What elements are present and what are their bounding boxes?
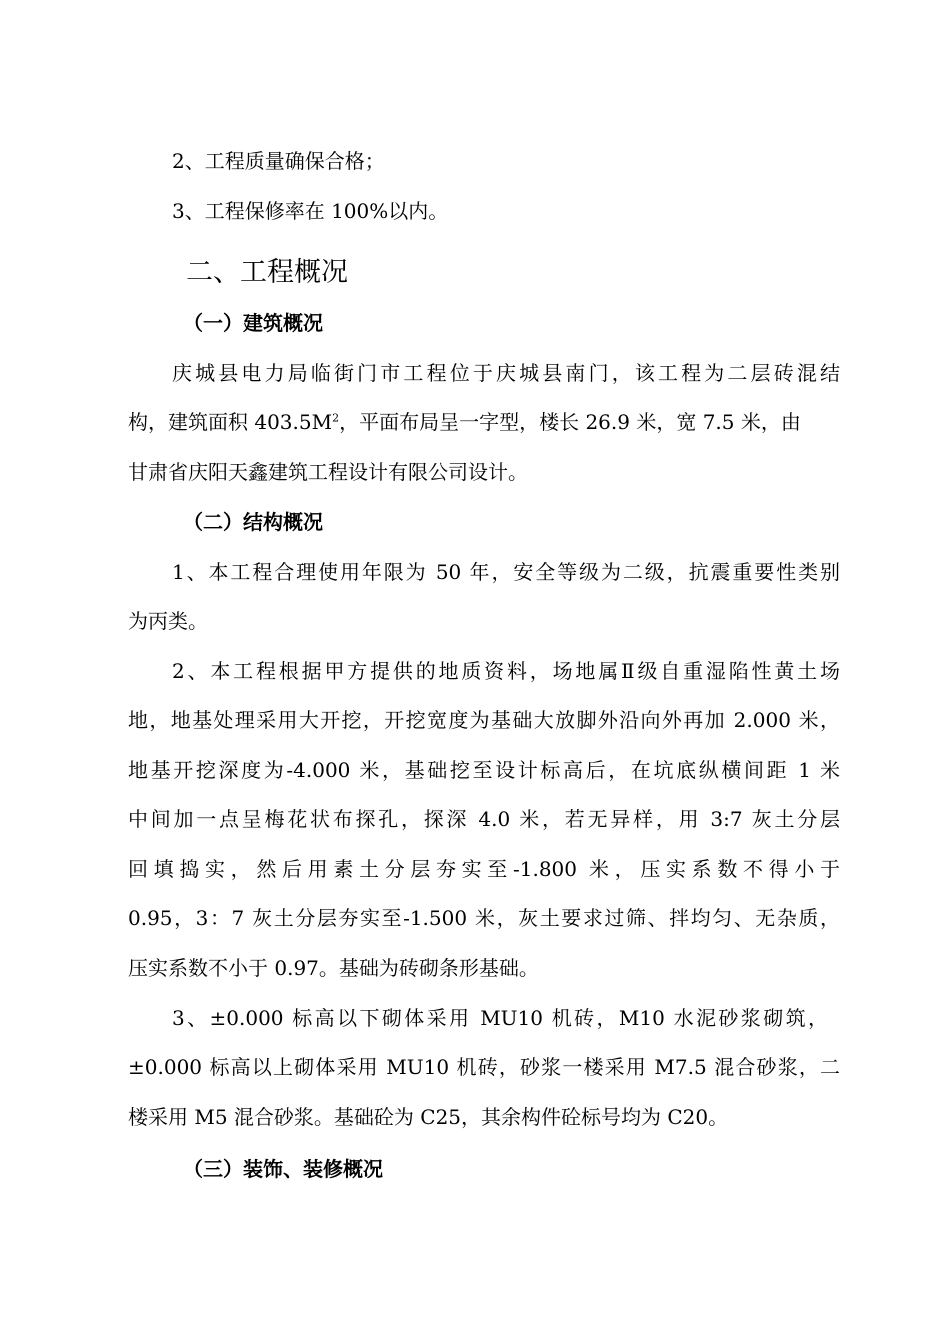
subsection-heading-structure: （二）结构概况 [183, 510, 323, 534]
structure-p1-line-1: 1、本工程合理使用年限为 50 年，安全等级为二级，抗震重要性类别 [172, 560, 840, 584]
building-line-3: 甘肃省庆阳天鑫建筑工程设计有限公司设计。 [128, 460, 528, 484]
structure-p2-line-3: 地基开挖深度为-4.000 米，基础挖至设计标高后，在坑底纵横间距 1 米 [128, 758, 840, 782]
structure-p2-line-4: 中间加一点呈梅花状布探孔，探深 4.0 米，若无异样，用 3:7 灰土分层 [128, 807, 840, 831]
area-unit-superscript: 2 [332, 411, 340, 425]
structure-p3-line-2: ±0.000 标高以上砌体采用 MU10 机砖，砂浆一楼采用 M7.5 混合砂浆，二 [128, 1055, 840, 1079]
building-area-text: 构，建筑面积 403.5M [128, 410, 333, 434]
intro-item-2: 2、工程质量确保合格； [172, 149, 385, 173]
structure-p1-line-2: 为丙类。 [128, 609, 208, 633]
building-line-2-rest: ，平面布局呈一字型，楼长 26.9 米，宽 7.5 米，由 [339, 410, 801, 434]
building-line-2 [128, 409, 840, 435]
structure-p2-line-1: 2、本工程根据甲方提供的地质资料，场地属Ⅱ级自重湿陷性黄土场 [172, 659, 840, 683]
section-heading: 二、工程概况 [186, 257, 348, 288]
structure-p2-line-7: 压实系数不小于 0.97。基础为砖砌条形基础。 [128, 956, 539, 980]
intro-item-3: 3、工程保修率在 100%以内。 [172, 199, 449, 223]
building-line-1: 庆城县电力局临街门市工程位于庆城县南门，该工程为二层砖混结 [172, 361, 840, 385]
structure-p3-line-3: 楼采用 M5 混合砂浆。基础砼为 C25，其余构件砼标号均为 C20。 [128, 1105, 729, 1129]
structure-p2-line-5: 回填捣实，然后用素土分层夯实至-1.800 米，压实系数不得小于 [128, 857, 840, 881]
structure-p2-line-2: 地，地基处理采用大开挖，开挖宽度为基础大放脚外沿向外再加 2.000 米， [128, 708, 840, 732]
subsection-heading-building: （一）建筑概况 [183, 311, 323, 335]
structure-p2-line-6: 0.95，3：7 灰土分层夯实至-1.500 米，灰土要求过筛、拌均匀、无杂质， [128, 906, 840, 930]
subsection-heading-decoration: （三）装饰、装修概况 [183, 1157, 383, 1181]
structure-p3-line-1: 3、±0.000 标高以下砌体采用 MU10 机砖，M10 水泥砂浆砌筑， [172, 1006, 828, 1030]
